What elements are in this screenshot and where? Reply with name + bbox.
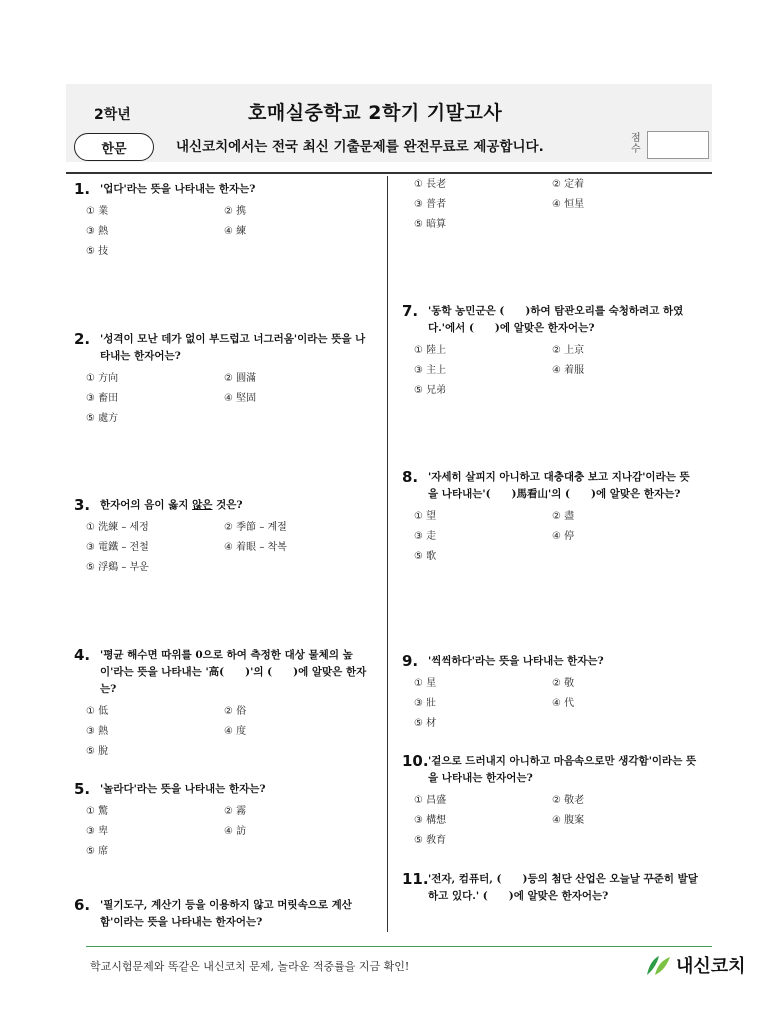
option[interactable]: ① 昌盛 xyxy=(414,795,447,806)
question-number: 2. xyxy=(74,330,91,348)
score-label: 점수 xyxy=(631,133,641,155)
option[interactable]: ⑤ 處方 xyxy=(86,413,119,424)
question-6 xyxy=(74,896,370,931)
option[interactable]: ① 長老 xyxy=(414,179,447,190)
option[interactable]: ④ 着眼 – 착복 xyxy=(224,542,287,553)
option[interactable]: ④ 恒星 xyxy=(552,199,585,210)
question-number: 5. xyxy=(74,780,91,798)
option[interactable]: ④ 停 xyxy=(552,531,575,542)
question-number: 10. xyxy=(402,752,429,770)
option[interactable]: ② 上京 xyxy=(552,345,585,356)
question-text: '자세히 살피지 아니하고 대충대충 보고 지나감'이라는 뜻을 나타내는'( )馬看山'의 ( )에 알맞은 한자는? xyxy=(428,471,690,500)
question-number: 11. xyxy=(402,870,429,888)
brand-logo[interactable] xyxy=(645,952,746,978)
option[interactable]: ③ 熱 xyxy=(86,226,109,237)
question-7 xyxy=(402,302,698,399)
question-text xyxy=(100,496,243,514)
question-text-part: 것은? xyxy=(212,499,243,511)
option[interactable]: ③ 壯 xyxy=(414,698,437,709)
question-number: 4. xyxy=(74,646,91,664)
option[interactable]: ① 星 xyxy=(414,678,437,689)
option[interactable]: ② 季節 – 계절 xyxy=(224,522,287,533)
option[interactable]: ② 俗 xyxy=(224,706,247,717)
option[interactable]: ④ 着服 xyxy=(552,365,585,376)
option[interactable]: ⑤ 兄弟 xyxy=(414,385,447,396)
option[interactable]: ③ 構想 xyxy=(414,815,447,826)
question-5 xyxy=(74,780,370,860)
option[interactable]: ① 低 xyxy=(86,706,109,717)
option[interactable]: ① 洗練 – 세정 xyxy=(86,522,149,533)
question-6-options xyxy=(402,176,698,233)
option[interactable]: ③ 電鐵 – 전철 xyxy=(86,542,149,553)
option[interactable]: ⑤ 浮鷄 – 부운 xyxy=(86,562,149,573)
option[interactable]: ③ 熱 xyxy=(86,726,109,737)
option[interactable]: ② 敬老 xyxy=(552,795,585,806)
question-8 xyxy=(402,468,698,565)
option[interactable]: ⑤ 材 xyxy=(414,718,437,729)
header-divider xyxy=(66,172,712,174)
question-text: '평균 해수면 따위를 0으로 하여 측정한 대상 물체의 높이'라는 뜻을 나타내는 '高( )'의 ( )에 알맞은 한자는? xyxy=(100,649,367,695)
grade-label: 2학년 xyxy=(94,107,131,123)
option[interactable]: ⑤ 歌 xyxy=(414,551,437,562)
question-text: '필기도구, 계산기 등을 이용하지 않고 머릿속으로 계산함'이라는 뜻을 나타내는 한자어는? xyxy=(100,899,352,928)
option[interactable]: ① 望 xyxy=(414,511,437,522)
option[interactable]: ② 敬 xyxy=(552,678,575,689)
option[interactable]: ④ 訪 xyxy=(224,826,247,837)
column-divider xyxy=(387,176,388,932)
question-1 xyxy=(74,180,370,260)
question-3 xyxy=(74,496,370,576)
question-10 xyxy=(402,752,698,849)
question-text: '놀라다'라는 뜻을 나타내는 한자는? xyxy=(100,783,266,795)
question-number: 8. xyxy=(402,468,419,486)
option[interactable]: ② 盡 xyxy=(552,511,575,522)
score-box[interactable] xyxy=(647,131,709,159)
option[interactable]: ① 業 xyxy=(86,206,109,217)
exam-subtitle: 내신코치에서는 전국 최신 기출문제를 완전무료로 제공합니다. xyxy=(176,139,544,155)
option[interactable]: ③ 畜田 xyxy=(86,393,119,404)
option[interactable]: ④ 練 xyxy=(224,226,247,237)
underlined-word: 않은 xyxy=(192,499,213,511)
question-number: 7. xyxy=(402,302,419,320)
question-text: '업다'라는 뜻을 나타내는 한자는? xyxy=(100,183,256,195)
subject-badge: 한문 xyxy=(74,133,154,161)
footer-promo-text: 학교시험문제와 똑같은 내신코치 문제, 놀라운 적중률을 지금 확인! xyxy=(90,960,410,973)
question-number: 3. xyxy=(74,496,91,514)
question-9 xyxy=(402,652,698,732)
option[interactable]: ④ 度 xyxy=(224,726,247,737)
option[interactable]: ⑤ 暗算 xyxy=(414,219,447,230)
question-text: '동학 농민군은 ( )하여 탐관오리를 숙청하려고 하였다.'에서 ( )에 알맞은 한자어는? xyxy=(428,305,684,334)
option[interactable]: ④ 代 xyxy=(552,698,575,709)
question-number: 6. xyxy=(74,896,91,914)
option[interactable]: ② 定着 xyxy=(552,179,585,190)
question-4 xyxy=(74,646,370,760)
question-text: '성격이 모난 데가 없이 부드럽고 너그러움'이라는 뜻을 나타내는 한자어는? xyxy=(100,333,366,362)
exam-title: 호매실중학교 2학기 기말고사 xyxy=(248,102,503,124)
question-text: '씩씩하다'라는 뜻을 나타내는 한자는? xyxy=(428,655,604,667)
option[interactable]: ④ 堅固 xyxy=(224,393,257,404)
option[interactable]: ④ 腹案 xyxy=(552,815,585,826)
option[interactable]: ⑤ 席 xyxy=(86,846,109,857)
leaf-logo-icon xyxy=(645,953,673,977)
question-2 xyxy=(74,330,370,427)
option[interactable]: ⑤ 脫 xyxy=(86,746,109,757)
question-text: '겉으로 드러내지 아니하고 마음속으로만 생각함'이라는 뜻을 나타내는 한자어는? xyxy=(428,755,697,784)
option[interactable]: ① 陸上 xyxy=(414,345,447,356)
option[interactable]: ③ 普者 xyxy=(414,199,447,210)
option[interactable]: ① 驚 xyxy=(86,806,109,817)
footer-divider xyxy=(86,946,712,947)
option[interactable]: ② 圓滿 xyxy=(224,373,257,384)
option[interactable]: ③ 走 xyxy=(414,531,437,542)
option[interactable]: ⑤ 技 xyxy=(86,246,109,257)
question-text-part: 한자어의 음이 옳지 xyxy=(100,499,193,511)
logo-text: 내신코치 xyxy=(676,956,746,977)
option[interactable]: ① 方向 xyxy=(86,373,119,384)
option[interactable]: ③ 卑 xyxy=(86,826,109,837)
option[interactable]: ⑤ 敎育 xyxy=(414,835,447,846)
question-11 xyxy=(402,870,698,905)
option[interactable]: ③ 主上 xyxy=(414,365,447,376)
question-number: 1. xyxy=(74,180,91,198)
question-text: '전자, 컴퓨터, ( )등의 첨단 산업은 오늘날 꾸준히 발달하고 있다.' ( )에 알맞은 한자어는? xyxy=(428,873,698,902)
question-number: 9. xyxy=(402,652,419,670)
option[interactable]: ② 霧 xyxy=(224,806,247,817)
option[interactable]: ② 携 xyxy=(224,206,247,217)
